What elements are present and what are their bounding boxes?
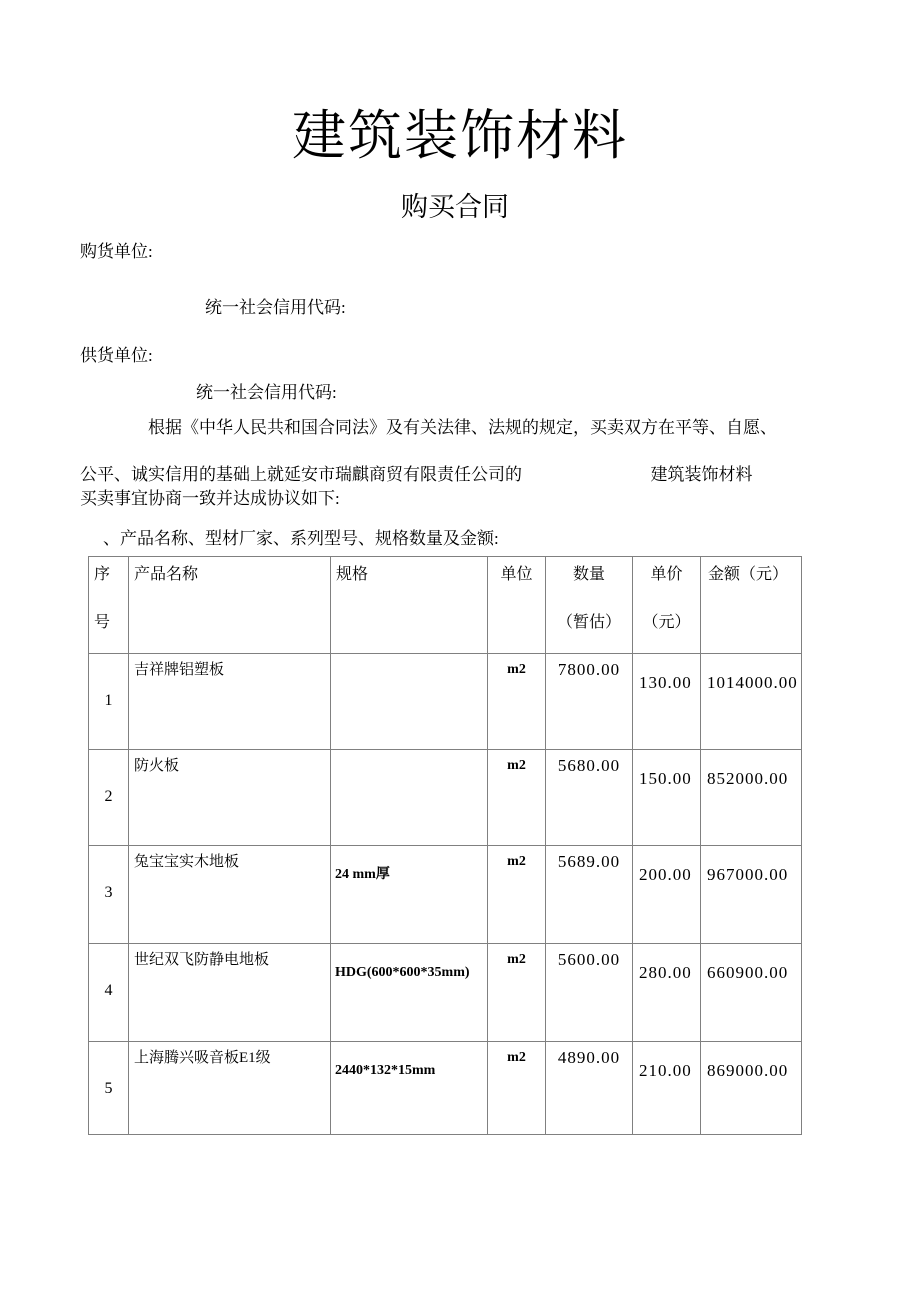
- row-5-name: 上海腾兴吸音板E1级: [134, 1050, 271, 1066]
- header-amount-label: 金额（元）: [708, 566, 789, 583]
- row-1-unit-price-cell: [633, 654, 701, 750]
- row-1-unit-price: 130.00: [639, 673, 692, 692]
- table-row: [89, 846, 802, 944]
- row-5-unit-price: 210.00: [639, 1061, 692, 1080]
- preamble-body: [80, 463, 840, 511]
- row-3-unit-cell: [488, 846, 546, 944]
- row-2-unit-price: 150.00: [639, 769, 692, 788]
- row-1-seq: 1: [104, 692, 113, 709]
- items-table: [88, 556, 802, 1135]
- section-heading: 、产品名称、型材厂家、系列型号、规格数量及金额:: [103, 529, 499, 548]
- row-1-quantity: 7800.00: [557, 660, 621, 679]
- row-4-unit: m2: [507, 952, 526, 967]
- row-1-quantity-cell: [546, 654, 633, 750]
- preamble-line-3: 买卖事宜协商一致并达成协议如下:: [80, 489, 340, 508]
- row-3-quantity-cell: [546, 846, 633, 944]
- row-2-quantity: 5680.00: [557, 756, 621, 775]
- row-4-seq-cell: [89, 944, 129, 1042]
- row-5-spec-cell: [331, 1042, 488, 1135]
- row-2-amount: 852000.00: [707, 769, 789, 788]
- row-1-spec-cell: [331, 654, 488, 750]
- table-row: [89, 654, 802, 750]
- buyer-credit-code-label: 统一社会信用代码:: [205, 298, 346, 317]
- row-4-amount: 660900.00: [707, 963, 789, 982]
- row-2-amount-cell: [701, 750, 802, 846]
- header-cell-product-name: [129, 557, 331, 654]
- row-4-unit-price: 280.00: [639, 963, 692, 982]
- row-1-amount: 1014000.00: [707, 673, 798, 692]
- seller-credit-code-label: 统一社会信用代码:: [196, 383, 337, 402]
- header-cell-spec: [331, 557, 488, 654]
- row-5-name-cell: [129, 1042, 331, 1135]
- row-5-seq-cell: [89, 1042, 129, 1135]
- row-1-name: 吉祥牌铝塑板: [134, 662, 225, 678]
- row-2-unit: m2: [507, 758, 526, 773]
- row-3-spec-cell: [331, 846, 488, 944]
- header-unit-label: 单位: [500, 566, 533, 583]
- row-5-amount-cell: [701, 1042, 802, 1135]
- row-5-quantity-cell: [546, 1042, 633, 1135]
- row-4-amount-cell: [701, 944, 802, 1042]
- row-3-spec: 24 mm厚: [335, 867, 390, 882]
- row-3-unit: m2: [507, 854, 526, 869]
- row-1-name-cell: [129, 654, 331, 750]
- buyer-label: 购货单位:: [80, 242, 153, 261]
- row-1-unit-cell: [488, 654, 546, 750]
- table-header-row: [89, 557, 802, 654]
- row-3-amount: 967000.00: [707, 865, 789, 884]
- row-1-unit: m2: [507, 662, 526, 677]
- header-cell-quantity: [546, 557, 633, 654]
- row-3-name-cell: [129, 846, 331, 944]
- row-4-spec: HDG(600*600*35mm): [335, 965, 470, 980]
- header-cell-seq: [89, 557, 129, 654]
- row-4-name-cell: [129, 944, 331, 1042]
- row-2-unit-cell: [488, 750, 546, 846]
- header-product-name-label: 产品名称: [134, 566, 199, 583]
- row-5-spec: 2440*132*15mm: [335, 1063, 436, 1078]
- table-row: [89, 944, 802, 1042]
- row-3-unit-price-cell: [633, 846, 701, 944]
- row-3-quantity: 5689.00: [557, 852, 621, 871]
- header-spec-label: 规格: [336, 566, 369, 583]
- row-2-seq: 2: [104, 788, 113, 805]
- header-seq-line1: 序: [94, 566, 111, 583]
- page-title: 建筑装饰材料: [292, 106, 628, 166]
- row-5-unit-price-cell: [633, 1042, 701, 1135]
- row-3-name: 兔宝宝实木地板: [134, 854, 240, 870]
- row-5-amount: 869000.00: [707, 1061, 789, 1080]
- header-cell-amount: [701, 557, 802, 654]
- row-1-amount-cell: [701, 654, 802, 750]
- row-4-unit-price-cell: [633, 944, 701, 1042]
- row-4-seq: 4: [104, 982, 113, 999]
- row-5-unit-cell: [488, 1042, 546, 1135]
- row-5-quantity: 4890.00: [557, 1048, 621, 1067]
- row-4-name: 世纪双飞防静电地板: [134, 952, 270, 968]
- row-5-unit: m2: [507, 1050, 526, 1065]
- header-quantity-sublabel: （暂估）: [556, 614, 621, 631]
- header-unit-price-sublabel: （元）: [642, 614, 691, 631]
- preamble-line-2-part-2: 建筑装饰材料: [650, 465, 753, 484]
- preamble-line-2-part-1: 公平、诚实信用的基础上就延安市瑞麒商贸有限责任公司的: [80, 465, 522, 484]
- table-row: [89, 750, 802, 846]
- row-4-quantity-cell: [546, 944, 633, 1042]
- row-1-seq-cell: [89, 654, 129, 750]
- row-3-amount-cell: [701, 846, 802, 944]
- header-quantity-label: 数量: [572, 566, 605, 583]
- header-cell-unit: [488, 557, 546, 654]
- row-2-name-cell: [129, 750, 331, 846]
- row-5-seq: 5: [104, 1080, 113, 1097]
- page-subtitle: 购买合同: [401, 192, 509, 222]
- row-3-seq: 3: [104, 884, 113, 901]
- row-4-unit-cell: [488, 944, 546, 1042]
- preamble-line-1: 根据《中华人民共和国合同法》及有关法律、法规的规定，买卖双方在平等、自愿、: [148, 418, 777, 437]
- row-2-unit-price-cell: [633, 750, 701, 846]
- row-4-spec-cell: [331, 944, 488, 1042]
- header-unit-price-label: 单价: [650, 566, 683, 583]
- row-2-spec-cell: [331, 750, 488, 846]
- row-4-quantity: 5600.00: [557, 950, 621, 969]
- row-2-name: 防火板: [134, 758, 180, 774]
- header-seq-line2: 号: [94, 614, 111, 631]
- seller-label: 供货单位:: [80, 346, 153, 365]
- row-3-seq-cell: [89, 846, 129, 944]
- row-2-seq-cell: [89, 750, 129, 846]
- table-row: [89, 1042, 802, 1135]
- row-2-quantity-cell: [546, 750, 633, 846]
- row-3-unit-price: 200.00: [639, 865, 692, 884]
- header-cell-unit-price: [633, 557, 701, 654]
